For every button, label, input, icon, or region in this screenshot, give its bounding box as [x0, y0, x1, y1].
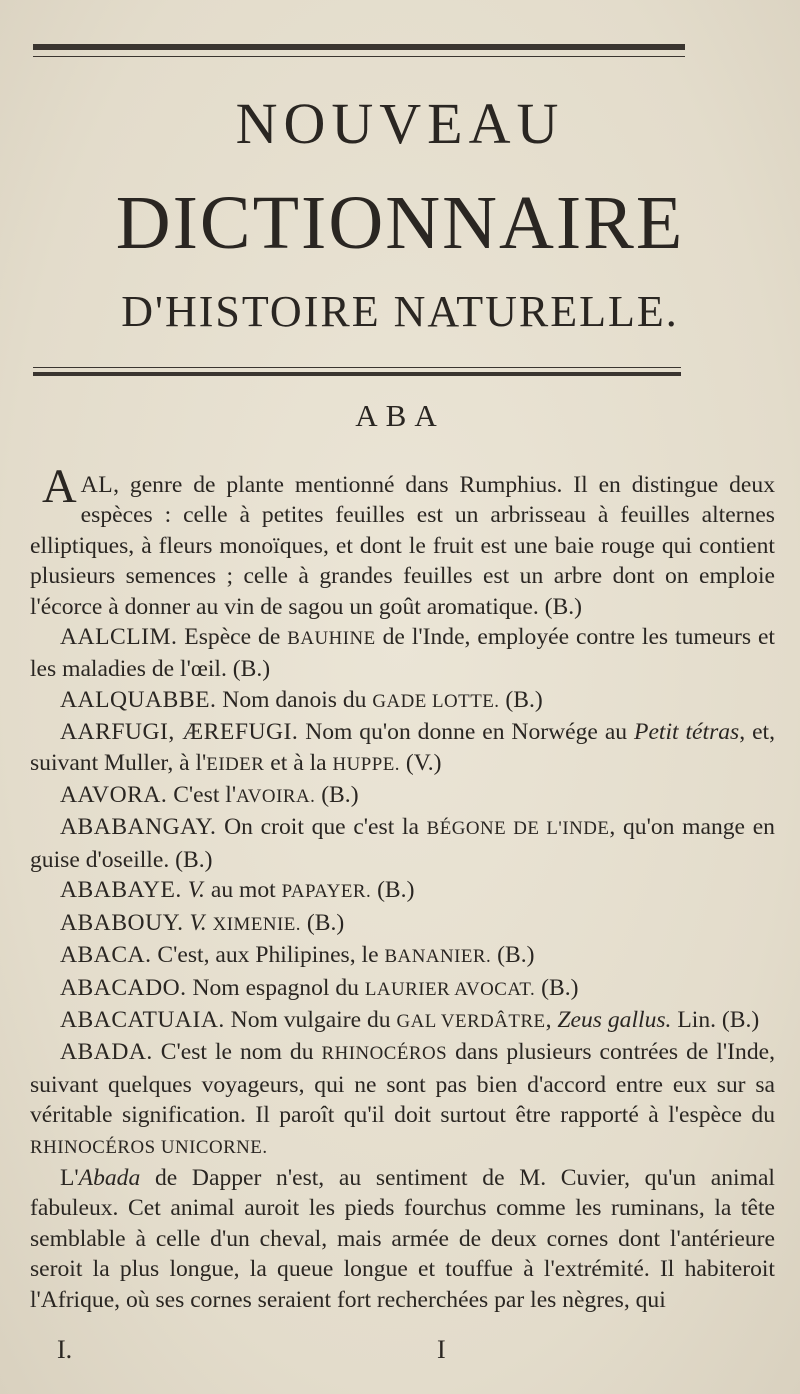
entry-abada-continued: L'Abada de Dapper n'est, au sentiment de M. Cuvier, qu'un animal fabuleux. Cet animal auroit les pieds fourchus comme les ruminans, la tête semblable à celle d'un cheval, mais armée de deux cornes dont l'antérieure seroit la plus longue, la queue longue et touffue à l'extrémité. Il habiteroit l'Afrique, où ses cornes seraient fort recherchées par les nègres, qui: [30, 1164, 775, 1313]
top-thick-rule: [33, 44, 685, 50]
entry-aalquabbe: AALQUABBE. Nom danois du GADE LOTTE. (B.): [60, 686, 543, 713]
headword: ABABAYE.: [60, 877, 182, 904]
headword: AAVORA.: [60, 782, 168, 809]
entry-abacatuaia: ABACATUAIA. Nom vulgaire du GAL VERDÂTRE, Zeus gallus. Lin. (B.): [60, 1006, 760, 1033]
folio-number: I: [437, 1335, 446, 1364]
headword: ABADA.: [60, 1039, 153, 1066]
entry-ababouy: ABABOUY. V. XIMENIE. (B.): [60, 909, 345, 936]
entry-ababaye: ABABAYE. V. au mot PAPAYER. (B.): [60, 877, 415, 904]
top-thin-rule: [33, 56, 685, 57]
entry-aalclim: AALCLIM. Espèce de BAUHINE de l'Inde, employée contre les tumeurs et les maladies de l'œil. (B.): [30, 624, 775, 683]
title-line-1: NOUVEAU: [235, 91, 565, 156]
title-line-3: D'HISTOIRE NATURELLE.: [121, 287, 679, 336]
headword: AALCLIM.: [60, 624, 178, 651]
headword: ABACATUAIA.: [60, 1006, 225, 1033]
headword: ABABANGAY.: [60, 814, 217, 841]
drop-cap: A: [42, 460, 77, 513]
headword: ABACADO.: [60, 974, 187, 1001]
mid-thin-rule: [33, 367, 681, 368]
running-head: ABA: [355, 398, 445, 433]
page-footer: [0, 1335, 800, 1365]
entry-abaca: ABACA. C'est, aux Philipines, le BANANIER. (B.): [60, 942, 535, 969]
entry-aavora: AAVORA. C'est l'AVOIRA. (B.): [60, 782, 359, 809]
entry-abada: ABADA. C'est le nom du RHINOCÉROS dans plusieurs contrées de l'Inde, suivant quelques voyageurs, qui ne sont pas bien d'accord entre eux sur sa véritable signification. Il paroît qu'il doit surtout être rapporté à l'espèce du RHINOCÉROS UNICORNE.: [30, 1039, 775, 1158]
headword: ABACA.: [60, 942, 152, 969]
entry-aarfugi: AARFUGI, ÆREFUGI. Nom qu'on donne en Norwége au Petit tétras, et, suivant Muller, à l'EIDER et à la HUPPE. (V.): [30, 719, 775, 776]
headword: AL: [80, 472, 114, 498]
entry-ababangay: ABABANGAY. On croit que c'est la BÉGONE DE L'INDE, qu'on mange en guise d'oseille. (B.): [30, 814, 775, 873]
entry-aal: AAL, genre de plante mentionné dans Rumphius. Il en distingue deux espèces : celle à petites feuilles est un arbrisseau à feuilles alternes elliptiques, à fleurs monoïques, et dont le fruit est une baie rouge qui contient plusieurs semences ; celle à grandes feuilles est un arbre dont on emploie l'écorce à donner au vin de sagou un goût aromatique. (B.): [30, 460, 775, 620]
headword: AARFUGI, ÆREFUGI.: [60, 719, 299, 746]
dictionary-body: [30, 460, 775, 1315]
signature-mark: I.: [57, 1335, 73, 1364]
title-line-2: DICTIONNAIRE: [115, 181, 685, 265]
headword: ABABOUY.: [60, 909, 184, 936]
entry-abacado: ABACADO. Nom espagnol du LAURIER AVOCAT. (B.): [60, 974, 579, 1001]
headword: AALQUABBE.: [60, 686, 217, 713]
mid-thick-rule: [33, 372, 681, 376]
